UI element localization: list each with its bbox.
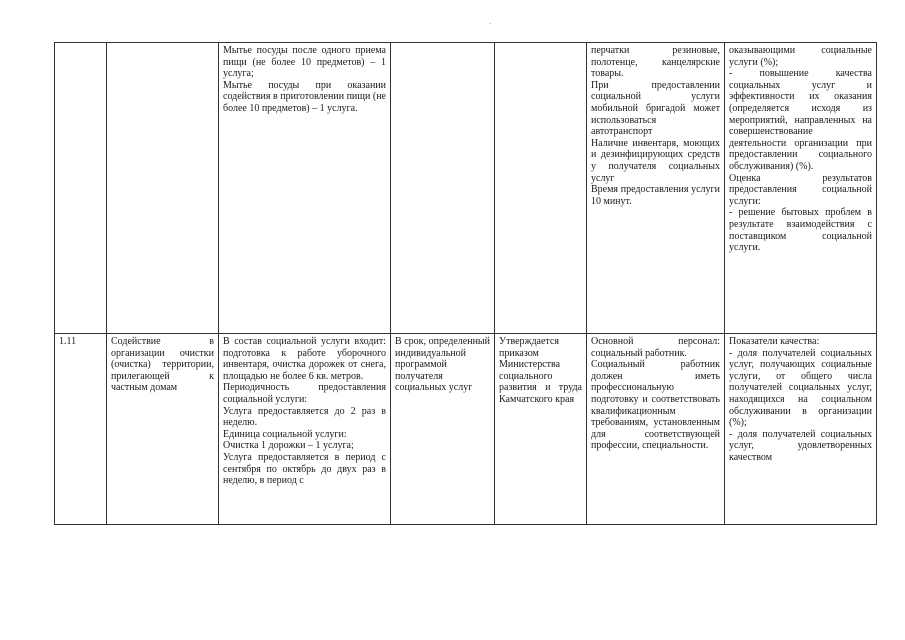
cell-standard: Утверждается приказом Министерства социального развития и труда Камчатского края bbox=[495, 334, 587, 525]
page-mark: . bbox=[489, 17, 491, 26]
cell-service-name bbox=[107, 43, 219, 334]
services-table bbox=[54, 42, 877, 525]
cell-service-name: Содействие в организации очистки (очистка) территории, прилегающей к частным домам bbox=[107, 334, 219, 525]
cell-number bbox=[55, 43, 107, 334]
table-row bbox=[55, 43, 877, 334]
table-row bbox=[55, 334, 877, 525]
cell-quality: оказывающими социальные услуги (%); - повышение качества социальных услуг и эффективности их оказания (определяется исходя из мероприятий, направленных на совершенствование деятельности организации при предоставлении социального обслуживания) (%). Оценка результатов предоставления социальной услуги: - решение бытовых проблем в результате взаимодействия с поставщиком социальной услуги. bbox=[725, 43, 877, 334]
cell-term bbox=[391, 43, 495, 334]
cell-number: 1.11 bbox=[55, 334, 107, 525]
cell-conditions: Основной персонал: социальный работник. Социальный работник должен иметь профессиональную подготовку и соответствовать квалификационным требованиям, установленным для соответствующей профессии, специальности. bbox=[587, 334, 725, 525]
cell-conditions: перчатки резиновые, полотенце, канцелярские товары. При предоставлении социальной услуги мобильной бригадой может использоваться автотранспорт Наличие инвентаря, моющих и дезинфицирующих средств у получателя социальных услуг Время предоставления услуги 10 минут. bbox=[587, 43, 725, 334]
cell-description: Мытье посуды после одного приема пищи (не более 10 предметов) – 1 услуга; Мытье посуды при оказании содействия в приготовлении пищи (не более 10 предметов) – 1 услуга. bbox=[219, 43, 391, 334]
cell-quality: Показатели качества: - доля получателей социальных услуг, получающих социальные услуги, от общего числа получателей социальных услуг, находящихся на социальном обслуживании в организации (%); - доля получателей социальных услуг, удовлетворенных качеством bbox=[725, 334, 877, 525]
cell-standard bbox=[495, 43, 587, 334]
cell-term: В срок, определенный индивидуальной программой получателя социальных услуг bbox=[391, 334, 495, 525]
cell-description: В состав социальной услуги входит: подготовка к работе уборочного инвентаря, очистка дорожек от снега, площадью не более 6 кв. метров. Периодичность предоставления социальной услуги: Услуга предоставляется до 2 раз в неделю. Единица социальной услуги: Очистка 1 дорожки – 1 услуга; Услуга предоставляется в период с сентября по октябрь до двух раз в неделю, в период с bbox=[219, 334, 391, 525]
